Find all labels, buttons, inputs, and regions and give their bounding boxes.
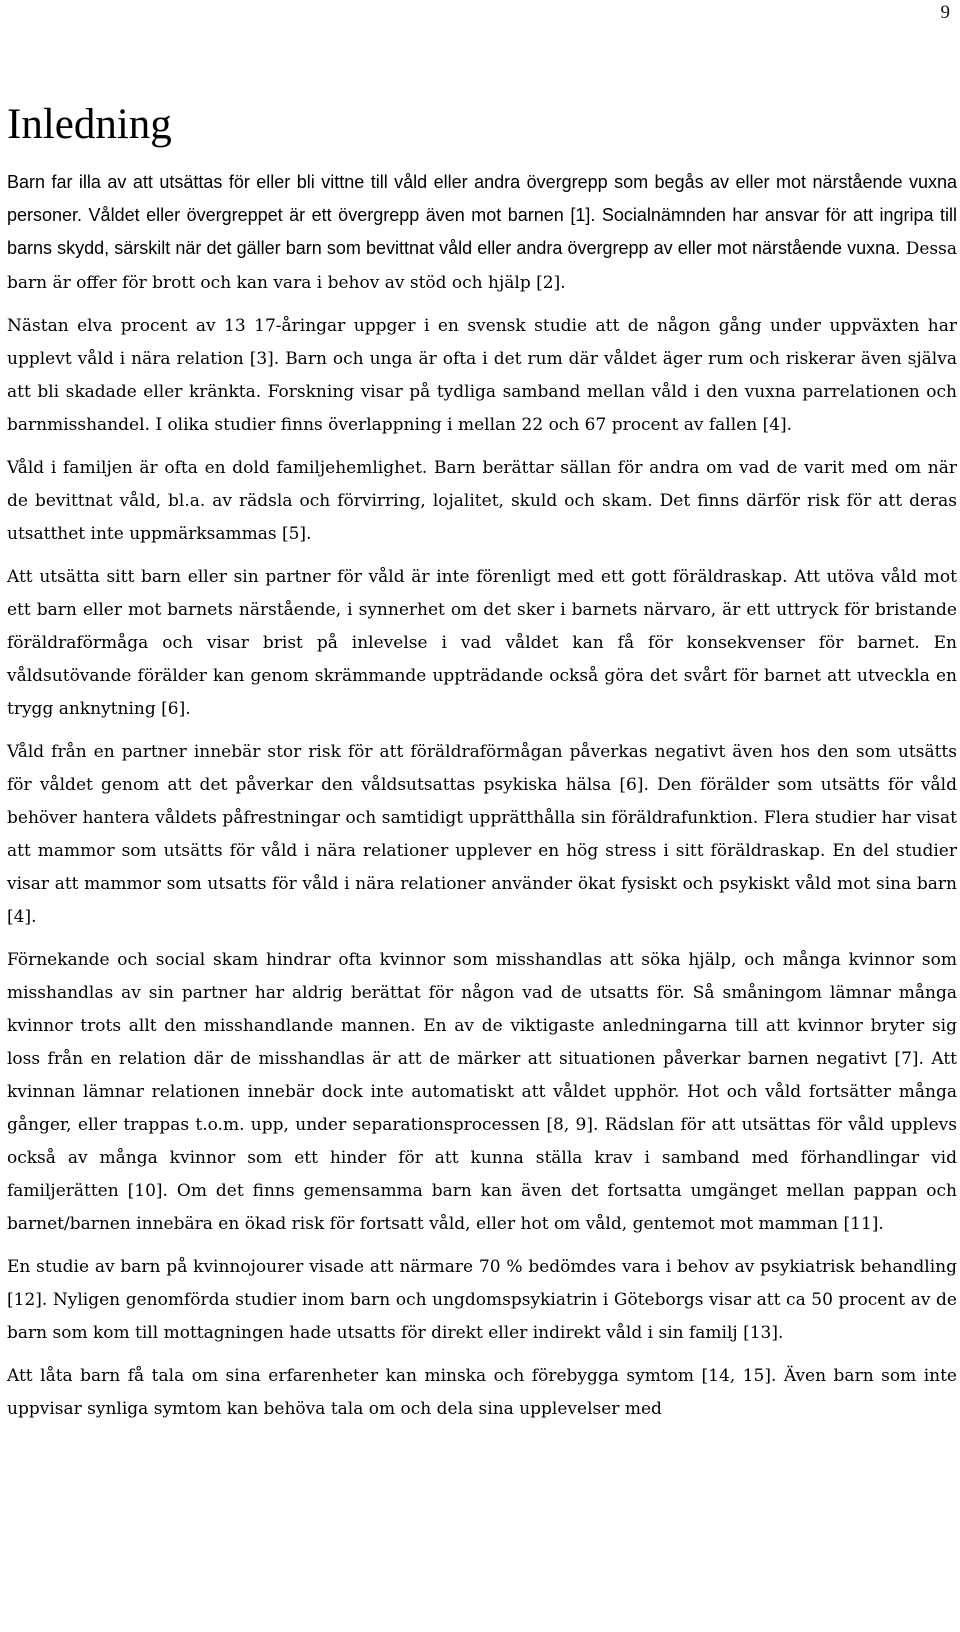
paragraph-8: Att låta barn få tala om sina erfarenheter kan minska och förebygga symtom [14, 15]. Även barn som inte uppvisar synliga symtom kan behöva tala om och dela sina upplevelser med [7,1366,957,1420]
paragraph-1-text: Barn far illa av att utsättas för eller bli vittne till våld eller andra övergrepp som begås av eller mot närstående vuxna personer. Våldet eller övergreppet är ett övergrepp även mot barnen [1]. Socialnämnden har ansvar för att ingripa till barns skydd, särskilt när det gäller barn som bevittnat våld eller andra övergrepp av eller mot närstående vuxna. [7,172,957,259]
paragraph-3: Våld i familjen är ofta en dold familjehemlighet. Barn berättar sällan för andra om vad de varit med om när de bevittnat våld, bl.a. av rädsla och förvirring, lojalitet, skuld och skam. Det finns därför risk för att deras utsatthet inte uppmärksammas [5]. [7,458,957,545]
paragraph-1 [7,166,957,300]
document-body [7,100,957,1436]
paragraph-4: Att utsätta sitt barn eller sin partner för våld är inte förenligt med ett gott föräldraskap. Att utöva våld mot ett barn eller mot barnets närstående, i synnerhet om det sker i barnets närvaro, är ett uttryck för bristande föräldraförmåga och visar brist på inlevelse i vad våldet kan få för konsekvenser för barnet. En våldsutövande förälder kan genom skrämmande uppträdande också göra det svårt för barnet att utveckla en trygg anknytning [6]. [7,567,957,720]
paragraph-5: Våld från en partner innebär stor risk för att föräldraförmågan påverkas negativt även hos den som utsätts för våldet genom att det påverkar den våldsutsattas psykiska hälsa [6]. Den förälder som utsätts för våld behöver hantera våldets påfrestningar och samtidigt upprätthålla sin föräldrafunktion. Flera studier har visat att mammor som utsätts för våld i nära relationer upplever en hög stress i sitt föräldraskap. En del studier visar att mammor som utsatts för våld i nära relationer använder ökat fysiskt och psykiskt våld mot sina barn [4]. [7,742,957,928]
paragraph-1-text-continued: Dessa barn är offer för brott och kan vara i behov av stöd och hjälp [2]. [7,239,957,294]
paragraph-6: Förnekande och social skam hindrar ofta kvinnor som misshandlas att söka hjälp, och många kvinnor som misshandlas av sin partner har aldrig berättat för någon vad de utsatts för. Så småningom lämnar många kvinnor trots allt den misshandlande mannen. En av de viktigaste anledningarna till att kvinnor bryter sig loss från en relation där de misshandlas är att de märker att situationen påverkar barnen negativt [7]. Att kvinnan lämnar relationen innebär dock inte automatiskt att våldet upphör. Hot och våld fortsätter många gånger, eller trappas t.o.m. upp, under separationsprocessen [8, 9]. Rädslan för att utsättas för våld upplevs också av många kvinnor som ett hinder för att kunna ställa krav i samband med förhandlingar vid familjerätten [10]. Om det finns gemensamma barn kan även det fortsatta umgänget mellan pappan och barnet/barnen innebära en ökad risk för fortsatt våld, eller hot om våld, gentemot mot mamman [11]. [7,950,957,1235]
page-number: 9 [940,2,950,23]
page-title: Inledning [7,101,172,148]
paragraph-7: En studie av barn på kvinnojourer visade att närmare 70 % bedömdes vara i behov av psykiatrisk behandling [12]. Nyligen genomförda studier inom barn och ungdomspsykiatrin i Göteborgs visar att ca 50 procent av de barn som kom till mottagningen hade utsatts för direkt eller indirekt våld i sin familj [13]. [7,1257,957,1344]
paragraph-2: Nästan elva procent av 13 17-åringar uppger i en svensk studie att de någon gång under uppväxten har upplevt våld i nära relation [3]. Barn och unga är ofta i det rum där våldet äger rum och riskerar även själva att bli skadade eller kränkta. Forskning visar på tydliga samband mellan våld i den vuxna parrelationen och barnmisshandel. I olika studier finns överlappning i mellan 22 och 67 procent av fallen [4]. [7,316,957,436]
